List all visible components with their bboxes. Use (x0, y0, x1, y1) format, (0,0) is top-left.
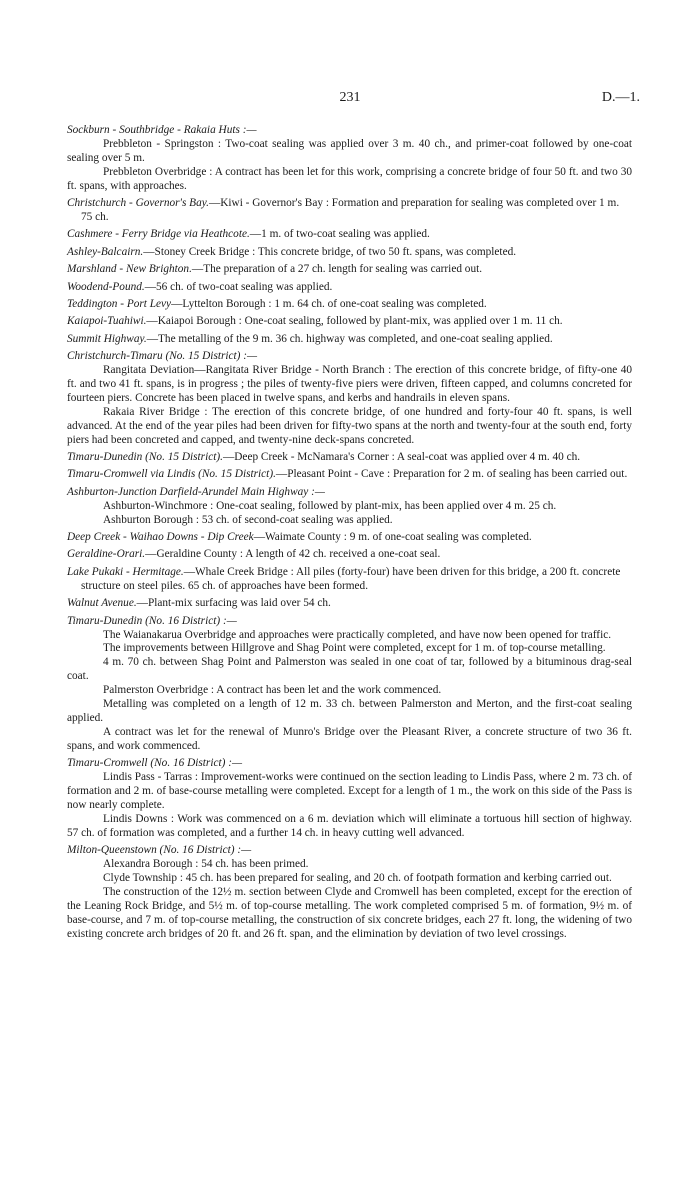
section-entry (67, 451, 632, 465)
entry-heading (67, 350, 632, 364)
section-entry (67, 757, 632, 840)
section-entry (67, 597, 632, 611)
section-paragraph: Ashburton Borough : 53 ch. of second-coat sealing was applied. (103, 513, 393, 526)
section-text: —Waimate County : 9 m. of one-coat sealing was completed. (253, 531, 532, 544)
document-body (67, 124, 632, 945)
section-entry (67, 315, 632, 329)
section-paragraph: Rangitata Deviation—Rangitata River Bridge - North Branch : The erection of this concrete bridge, of fifty-one 40 ft. and two 41 ft. spans, is in progress ; the piles of twenty-five piers were driven, fifteen capped, and columns concreted for fourteen piers. Concrete has been placed in twelve spans, and kerbs and handrails in eleven spans. (67, 364, 632, 404)
section-title: Marshland - New Brighton. (67, 263, 192, 276)
entry-heading (67, 263, 632, 277)
section-title: Milton-Queenstown (No. 16 District) :— (67, 844, 252, 857)
section-text: —Whale Creek Bridge : All piles (forty-four) have been driven for this bridge, a 200 ft. concrete structure on steel piles. 65 ch. of approaches have been formed. (81, 565, 621, 592)
section-entry (67, 124, 632, 194)
section-title: Ashburton-Junction Darfield-Arundel Main Highway :— (67, 485, 325, 498)
section-text: —The metalling of the 9 m. 36 ch. highway was completed, and one-coat sealing applied. (146, 332, 553, 345)
section-title: Geraldine-Orari. (67, 548, 146, 561)
entry-heading (67, 757, 632, 771)
section-entry (67, 468, 632, 482)
section-entry (67, 531, 632, 545)
section-entry (67, 350, 632, 447)
section-title: Lake Pukaki - Hermitage. (67, 565, 184, 578)
section-paragraph: Prebbleton - Springston : Two-coat sealing was applied over 3 m. 40 ch., and primer-coat followed by one-coat sealing over 5 m. (67, 137, 632, 164)
section-title: Sockburn - Southbridge - Rakaia Huts :— (67, 124, 257, 136)
section-paragraph: Palmerston Overbridge : A contract has been let and the work commenced. (103, 684, 442, 697)
section-title: Teddington - Port Levy (67, 297, 172, 310)
section-paragraph: A contract was let for the renewal of Munro's Bridge over the Pleasant River, a concrete structure of two 36 ft. spans, and work commenced. (67, 725, 632, 752)
section-paragraph: Prebbleton Overbridge : A contract has been let for this work, comprising a concrete bridge of four 50 ft. and two 30 ft. spans, with approaches. (67, 165, 632, 192)
section-entry (67, 246, 632, 260)
section-title: Walnut Avenue. (67, 597, 137, 610)
section-text: —Geraldine County : A length of 42 ch. received a one-coat seal. (145, 548, 441, 561)
section-paragraph: The Waianakarua Overbridge and approaches were practically completed, and have now been opened for traffic. (103, 628, 612, 641)
section-title: Ashley-Balcairn. (67, 245, 144, 258)
section-title: Timaru-Dunedin (No. 15 District). (67, 451, 223, 464)
section-entry (67, 333, 632, 347)
entry-heading (67, 844, 632, 858)
section-title: Deep Creek - Waihao Downs - Dip Creek (67, 531, 254, 544)
entry-heading (67, 228, 632, 242)
section-entry (67, 281, 632, 295)
section-title: Kaiapoi-Tuahiwi. (67, 315, 147, 328)
section-title: Timaru-Dunedin (No. 16 District) :— (67, 614, 237, 627)
entry-heading (67, 315, 632, 329)
section-entry (67, 566, 632, 594)
section-text: —The preparation of a 27 ch. length for sealing was carried out. (191, 263, 483, 276)
section-text: —Stoney Creek Bridge : This concrete bridge, of two 50 ft. spans, was completed. (143, 245, 517, 258)
section-paragraph: Lindis Downs : Work was commenced on a 6 m. deviation which will eliminate a tortuous hill section of highway. 57 ch. of formation was completed, and a further 14 ch. in heavy cutting well advanced. (67, 812, 632, 839)
document-reference: D.—1. (601, 90, 640, 105)
section-text: —Plant-mix surfacing was laid over 54 ch. (136, 597, 331, 610)
section-text: —Deep Creek - McNamara's Corner : A seal-coat was applied over 4 m. 40 ch. (222, 451, 581, 464)
section-paragraph: Lindis Pass - Tarras : Improvement-works were continued on the section leading to Lindis Pass, where 2 m. 73 ch. of formation and 2 m. of base-course metalling were completed. Except for a length of 1 m., the work on this side of the Pass is now nearly complete. (67, 771, 632, 811)
section-paragraph: Alexandra Borough : 54 ch. has been primed. (103, 858, 309, 870)
section-title: Christchurch - Governor's Bay. (67, 197, 209, 210)
section-entry (67, 197, 632, 225)
section-entry (67, 844, 632, 941)
entry-heading (67, 548, 632, 562)
section-paragraph: Clyde Township : 45 ch. has been prepared for sealing, and 20 ch. of footpath formation and kerbing carried out. (103, 871, 612, 884)
entry-heading (67, 332, 632, 347)
section-text: —Pleasant Point - Cave : Preparation for 2 m. of sealing has been carried out. (275, 468, 628, 481)
section-title: Summit Highway. (67, 332, 147, 345)
section-paragraph: The construction of the 12½ m. section between Clyde and Cromwell has been completed, except for the erection of the Leaning Rock Bridge, and 5½ m. of top-course metalling. The work completed comprised 5 m. of formation, 9½ m. of base-course, and 7 m. of top-course metalling, the construction of six concrete bridges, each 27 ft. long, the widening of two existing concrete arch bridges of 20 ft. and 26 ft. span, and the elimination by deviation of two level crossings. (67, 885, 632, 940)
entry-heading (67, 280, 632, 295)
section-title: Woodend-Pound. (67, 280, 145, 293)
entry-heading (67, 486, 632, 500)
section-text: —56 ch. of two-coat sealing was applied. (144, 280, 333, 293)
section-entry (67, 486, 632, 528)
section-title: Christchurch-Timaru (No. 15 District) :— (67, 350, 258, 363)
entry-heading (67, 615, 632, 629)
section-title: Cashmere - Ferry Bridge via Heathcote. (67, 228, 250, 241)
section-text: —1 m. of two-coat sealing was applied. (249, 228, 430, 241)
section-paragraph: The improvements between Hillgrove and Shag Point were completed, except for 1 m. of top-course metalling. (103, 642, 606, 655)
section-text: —Kiwi - Governor's Bay : Formation and preparation for sealing was completed over 1 m. 75 ch. (81, 197, 620, 223)
section-title: Timaru-Cromwell via Lindis (No. 15 District). (67, 468, 276, 481)
section-paragraph: 4 m. 70 ch. between Shag Point and Palmerston was sealed in one coat of tar, followed by a bituminous drag-seal coat. (67, 656, 632, 683)
entry-heading (67, 468, 632, 482)
section-paragraph: Rakaia River Bridge : The erection of this concrete bridge, of one hundred and forty-four 40 ft. spans, is well advanced. At the end of the year piles had been driven for fifty-two spans at the north and twenty-four at the south end, forty piers had been concreted and capped, and twenty-nine deck-spans concreted. (67, 405, 632, 446)
section-entry (67, 548, 632, 562)
entry-heading (67, 565, 632, 594)
entry-heading (67, 451, 632, 465)
page-number: 231 (339, 90, 361, 105)
section-title: Timaru-Cromwell (No. 16 District) :— (67, 757, 243, 770)
section-entry (67, 263, 632, 277)
entry-heading (67, 597, 632, 611)
section-entry (67, 228, 632, 242)
section-paragraph: Metalling was completed on a length of 12 m. 33 ch. between Palmerston and Merton, and the first-coat sealing applied. (67, 698, 632, 724)
section-entry (67, 615, 632, 754)
section-text: —Kaiapoi Borough : One-coat sealing, followed by plant-mix, was applied over 1 m. 11 ch. (146, 315, 563, 328)
entry-heading (67, 197, 632, 225)
entry-heading (67, 245, 632, 260)
entry-heading (67, 124, 632, 138)
section-paragraph: Ashburton-Winchmore : One-coat sealing, followed by plant-mix, has been applied over 4 m. 25 ch. (103, 499, 557, 512)
section-text: —Lyttelton Borough : 1 m. 64 ch. of one-coat sealing was completed. (171, 297, 487, 310)
entry-heading (67, 297, 632, 312)
entry-heading (67, 531, 632, 545)
section-entry (67, 298, 632, 312)
